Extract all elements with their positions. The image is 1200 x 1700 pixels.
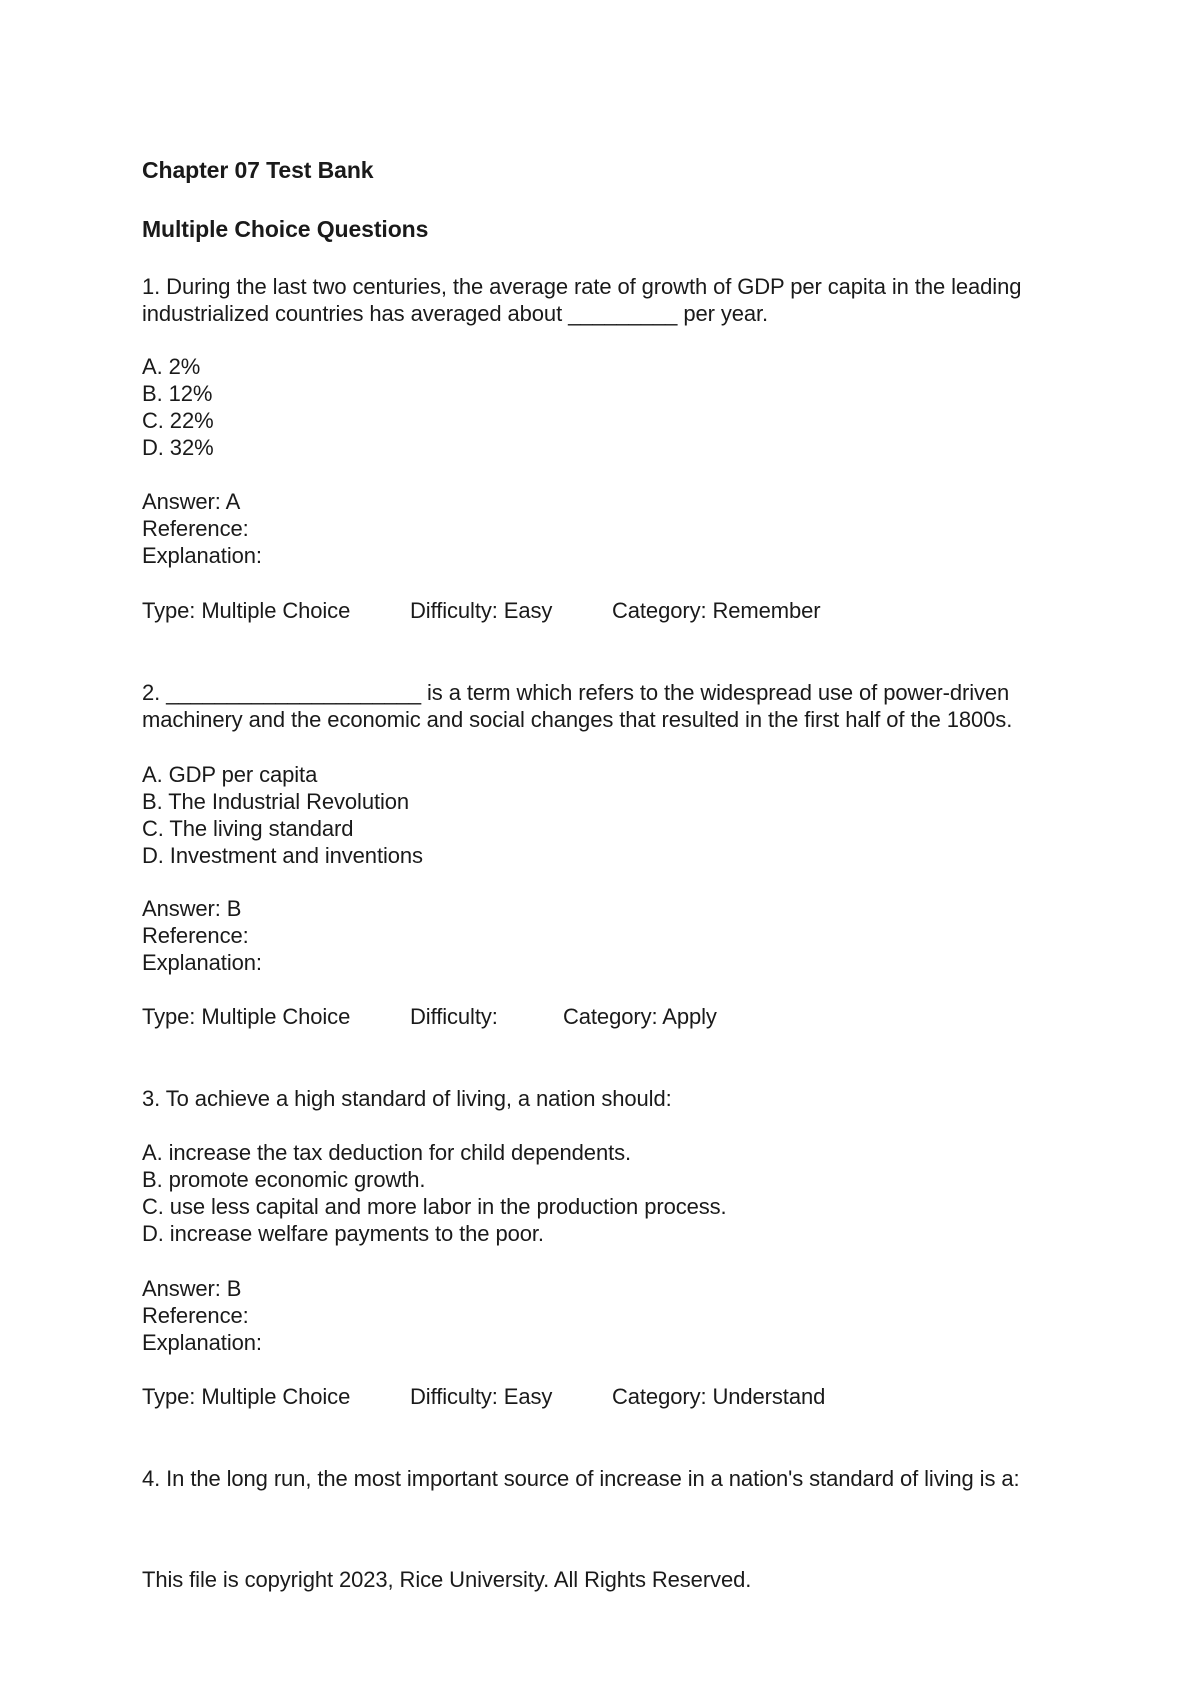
reference: Reference: <box>142 1303 249 1328</box>
option-c: C. The living standard <box>142 816 354 841</box>
option-b: B. 12% <box>142 381 213 406</box>
question-difficulty: Difficulty: Easy <box>410 1384 553 1409</box>
option-c: C. 22% <box>142 408 214 433</box>
question-category: Category: Understand <box>612 1384 826 1409</box>
option-b: B. The Industrial Revolution <box>142 789 410 814</box>
option-a: A. 2% <box>142 354 201 379</box>
answer: Answer: A <box>142 489 241 514</box>
question-type: Type: Multiple Choice <box>142 598 351 623</box>
section-heading: Multiple Choice Questions <box>142 216 429 242</box>
explanation: Explanation: <box>142 543 262 568</box>
option-b: B. promote economic growth. <box>142 1167 426 1192</box>
question-category: Category: Remember <box>612 598 821 623</box>
option-a: A. GDP per capita <box>142 762 318 787</box>
question-difficulty: Difficulty: Easy <box>410 598 553 623</box>
option-d: D. increase welfare payments to the poor. <box>142 1221 544 1246</box>
option-d: D. 32% <box>142 435 214 460</box>
question-text: 2. _____________________ is a term which refers to the widespread use of power-driven <box>142 680 1010 705</box>
copyright-footer: This file is copyright 2023, Rice University. All Rights Reserved. <box>142 1567 752 1592</box>
question-text: machinery and the economic and social changes that resulted in the first half of the 1800s. <box>142 707 1013 732</box>
question-text: 1. During the last two centuries, the average rate of growth of GDP per capita in the leading <box>142 274 1022 299</box>
option-d: D. Investment and inventions <box>142 843 423 868</box>
reference: Reference: <box>142 516 249 541</box>
question-text: 4. In the long run, the most important source of increase in a nation's standard of living is a: <box>142 1466 1020 1491</box>
explanation: Explanation: <box>142 950 262 975</box>
document-title: Chapter 07 Test Bank <box>142 157 374 183</box>
answer: Answer: B <box>142 1276 242 1301</box>
option-a: A. increase the tax deduction for child dependents. <box>142 1140 631 1165</box>
answer: Answer: B <box>142 896 242 921</box>
option-c: C. use less capital and more labor in the production process. <box>142 1194 727 1219</box>
explanation: Explanation: <box>142 1330 262 1355</box>
question-type: Type: Multiple Choice <box>142 1004 351 1029</box>
question-difficulty: Difficulty: <box>410 1004 498 1029</box>
question-text: 3. To achieve a high standard of living, a nation should: <box>142 1086 672 1111</box>
question-type: Type: Multiple Choice <box>142 1384 351 1409</box>
question-category: Category: Apply <box>563 1004 717 1029</box>
question-text: industrialized countries has averaged about _________ per year. <box>142 301 769 326</box>
reference: Reference: <box>142 923 249 948</box>
